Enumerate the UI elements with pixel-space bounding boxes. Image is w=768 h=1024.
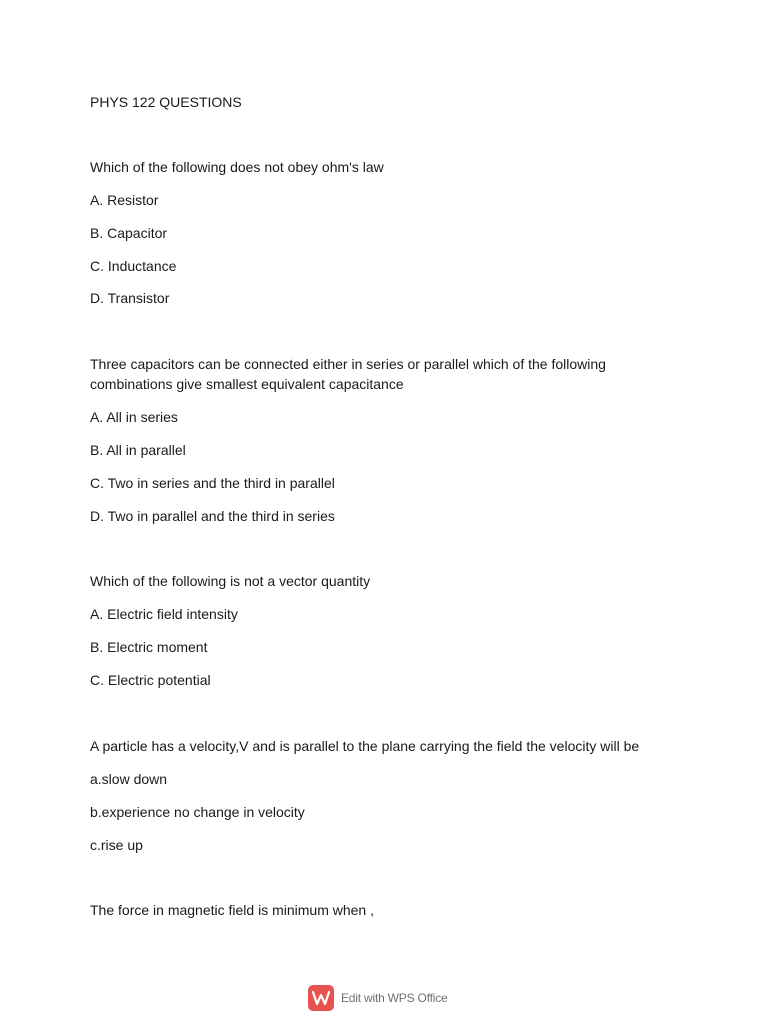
question-3-option-a: A. Electric field intensity (90, 606, 238, 622)
question-3-option-b: B. Electric moment (90, 639, 208, 655)
question-4-option-c: c.rise up (90, 837, 143, 853)
question-4-option-b: b.experience no change in velocity (90, 804, 305, 820)
question-1-option-d: D. Transistor (90, 290, 170, 306)
wps-label: Edit with WPS Office (341, 991, 448, 1005)
edit-with-wps-office-button[interactable] (308, 985, 447, 1011)
question-3-option-c: C. Electric potential (90, 672, 211, 688)
question-1-option-c: C. Inductance (90, 258, 177, 274)
question-3-text: Which of the following is not a vector quantity (90, 573, 371, 589)
question-1-option-a: A. Resistor (90, 192, 159, 208)
question-2-option-b: B. All in parallel (90, 442, 186, 458)
question-4-text: A particle has a velocity,V and is parallel to the plane carrying the field the velocity will be (90, 738, 640, 754)
question-2-option-d: D. Two in parallel and the third in series (90, 508, 335, 524)
question-4-option-a: a.slow down (90, 771, 168, 787)
wps-logo-icon (308, 985, 334, 1011)
page-title: PHYS 122 QUESTIONS (90, 94, 242, 110)
question-1-text: Which of the following does not obey ohm's law (90, 159, 384, 175)
question-2-option-a: A. All in series (90, 409, 178, 425)
question-5-text: The force in magnetic field is minimum when , (90, 902, 374, 918)
question-2-text: Three capacitors can be connected either in series or parallel which of the following combinations give smallest equivalent capacitance (90, 356, 606, 392)
question-1-option-b: B. Capacitor (90, 225, 168, 241)
question-2-option-c: C. Two in series and the third in parallel (90, 475, 335, 491)
